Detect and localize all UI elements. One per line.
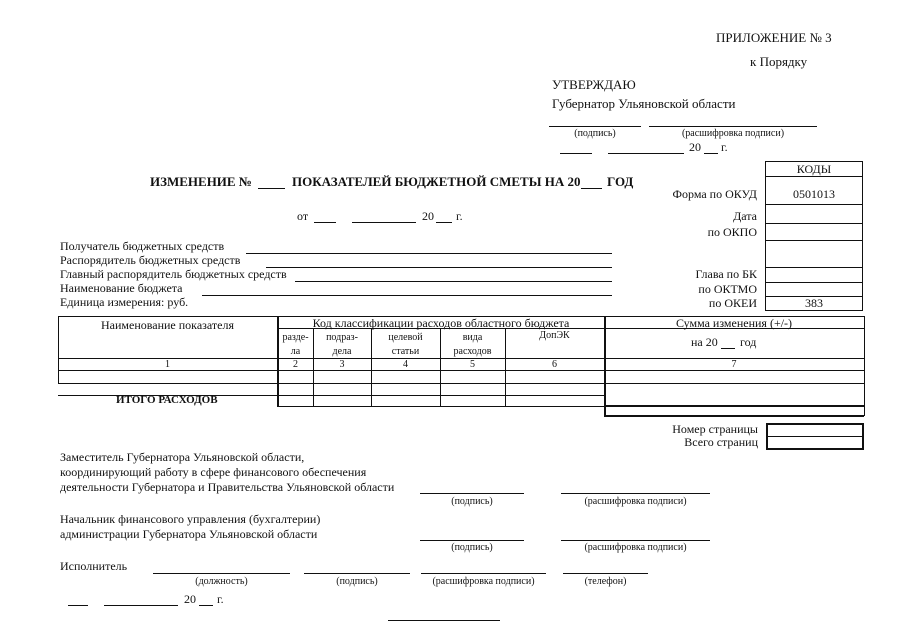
col-sub-header-subsection: подраз- дела xyxy=(326,332,358,357)
approve-decode-line[interactable] xyxy=(649,126,817,127)
approve-day-line[interactable] xyxy=(560,153,592,154)
col-number: 1 xyxy=(165,359,170,370)
executor-label: Исполнитель xyxy=(60,559,128,573)
bottom-line xyxy=(388,620,500,621)
executor-year-prefix: 20 xyxy=(184,592,196,606)
col-number: 2 xyxy=(293,359,298,370)
field-label-unit: Единица измерения: руб. xyxy=(60,295,189,309)
date-from-label: от xyxy=(297,209,309,223)
table-row-line xyxy=(58,383,864,384)
codes-box xyxy=(765,161,863,311)
col-sum-header: Сумма изменения (+/-) xyxy=(675,316,793,330)
table-sum-bottom-2 xyxy=(604,415,864,417)
codes-divider xyxy=(765,204,863,205)
col-number: 4 xyxy=(403,359,408,370)
page-number-label: Номер страницы xyxy=(672,422,758,436)
sum-year-prefix: на 20 xyxy=(691,335,718,349)
code-label-date: Дата xyxy=(733,209,757,223)
code-label-oktmo: по ОКТМО xyxy=(698,282,757,296)
head-title: Начальник финансового управления (бухгалтерии) администрации Губернатора Ульяновской области xyxy=(60,512,321,541)
executor-year-line[interactable] xyxy=(199,605,213,606)
deputy-title: Заместитель Губернатора Ульяновской области, координирующий работу в сфере финансового обеспечения деятельности Губернатора и Правительства Ульяновской области xyxy=(60,450,395,494)
col-group-header: Код классификации расходов областного бюджета xyxy=(312,316,570,330)
executor-phone-caption: (телефон) xyxy=(584,576,627,587)
appendix-title: ПРИЛОЖЕНИЕ № 3 xyxy=(716,30,832,45)
executor-phone-line[interactable] xyxy=(563,573,648,574)
head-sign-line[interactable] xyxy=(420,540,524,541)
title-year-line[interactable] xyxy=(581,188,602,189)
executor-month-line[interactable] xyxy=(104,605,178,606)
deputy-sign-line[interactable] xyxy=(420,493,524,494)
page-title: ПОКАЗАТЕЛЕЙ БЮДЖЕТНОЙ СМЕТЫ НА 20 xyxy=(292,174,581,189)
approve-label: УТВЕРЖДАЮ xyxy=(552,77,636,92)
page-box-divider xyxy=(768,436,862,437)
field-label-recipient: Получатель бюджетных средств xyxy=(60,239,225,253)
date-year-suffix: г. xyxy=(456,209,463,223)
appendix-subtitle: к Порядку xyxy=(750,54,808,69)
table-sum-bottom xyxy=(604,405,864,407)
title-prefix: ИЗМЕНЕНИЕ № xyxy=(150,174,252,189)
field-line-budget-name[interactable] xyxy=(202,295,612,296)
col-sub-header-dopek: ДопЭК xyxy=(539,330,570,341)
executor-sign-caption: (подпись) xyxy=(336,576,378,587)
total-pages-label: Всего страниц xyxy=(684,435,758,449)
col-number: 7 xyxy=(731,359,737,370)
field-line-manager[interactable] xyxy=(266,267,612,268)
codes-divider xyxy=(765,223,863,224)
head-sign-caption: (подпись) xyxy=(451,542,493,553)
codes-divider xyxy=(765,240,863,241)
executor-decode-line[interactable] xyxy=(421,573,546,574)
head-decode-line[interactable] xyxy=(561,540,710,541)
approve-sign-caption: (подпись) xyxy=(574,128,616,139)
deputy-decode-caption: (расшифровка подписи) xyxy=(584,496,687,507)
code-label-bk: Глава по БК xyxy=(695,267,757,281)
codes-header: КОДЫ xyxy=(796,162,832,176)
col-number: 5 xyxy=(470,359,475,370)
col-sub-header-type: вида расходов xyxy=(453,332,492,357)
code-value-okud[interactable]: 0501013 xyxy=(793,187,835,201)
deputy-sign-caption: (подпись) xyxy=(451,496,493,507)
code-label-okpo: по ОКПО xyxy=(707,225,757,239)
sum-year-suffix: год xyxy=(740,335,757,349)
field-label-manager: Распорядитель бюджетных средств xyxy=(60,253,241,267)
executor-day-line[interactable] xyxy=(68,605,88,606)
deputy-decode-line[interactable] xyxy=(561,493,710,494)
approve-year-suffix: г. xyxy=(721,140,728,154)
table-total-bottom xyxy=(278,406,606,407)
approve-year-line[interactable] xyxy=(704,153,718,154)
approve-month-line[interactable] xyxy=(608,153,684,154)
approve-year-prefix: 20 xyxy=(689,140,701,154)
executor-position-caption: (должность) xyxy=(195,576,248,587)
approver-title: Губернатор Ульяновской области xyxy=(552,96,736,111)
approve-decode-caption: (расшифровка подписи) xyxy=(681,128,785,139)
field-label-budget-name: Наименование бюджета xyxy=(60,281,183,295)
executor-sign-line[interactable] xyxy=(304,573,410,574)
table-vline xyxy=(864,316,865,416)
codes-divider xyxy=(765,267,863,268)
executor-year-suffix: г. xyxy=(217,592,224,606)
col-number: 3 xyxy=(339,359,345,370)
col-sub-header-section: разде- ла xyxy=(282,332,309,357)
code-value-okei[interactable]: 383 xyxy=(805,296,823,310)
date-month-line[interactable] xyxy=(352,222,416,223)
col-number: 6 xyxy=(552,359,557,370)
field-label-main-manager: Главный распорядитель бюджетных средств xyxy=(60,267,287,281)
field-line-main-manager[interactable] xyxy=(295,281,612,282)
col-header-name: Наименование показателя xyxy=(101,318,234,332)
sum-year-line[interactable] xyxy=(721,348,735,349)
executor-position-line[interactable] xyxy=(153,573,290,574)
field-line-recipient[interactable] xyxy=(246,253,612,254)
head-decode-caption: (расшифровка подписи) xyxy=(584,542,687,553)
date-day-line[interactable] xyxy=(314,222,336,223)
code-label-okud: Форма по ОКУД xyxy=(672,187,757,201)
table-row-line xyxy=(58,370,864,371)
total-label: ИТОГО РАСХОДОВ xyxy=(116,394,218,406)
executor-decode-caption: (расшифровка подписи) xyxy=(432,576,535,587)
codes-divider xyxy=(765,176,863,177)
approve-sign-line[interactable] xyxy=(549,126,641,127)
col-sub-header-target: целевой статьи xyxy=(388,332,423,357)
title-suffix: ГОД xyxy=(607,174,634,189)
date-year-line[interactable] xyxy=(436,222,452,223)
title-number-line[interactable] xyxy=(258,188,285,189)
date-year-prefix: 20 xyxy=(422,209,434,223)
code-label-okei: по ОКЕИ xyxy=(708,296,757,310)
codes-divider xyxy=(765,282,863,283)
